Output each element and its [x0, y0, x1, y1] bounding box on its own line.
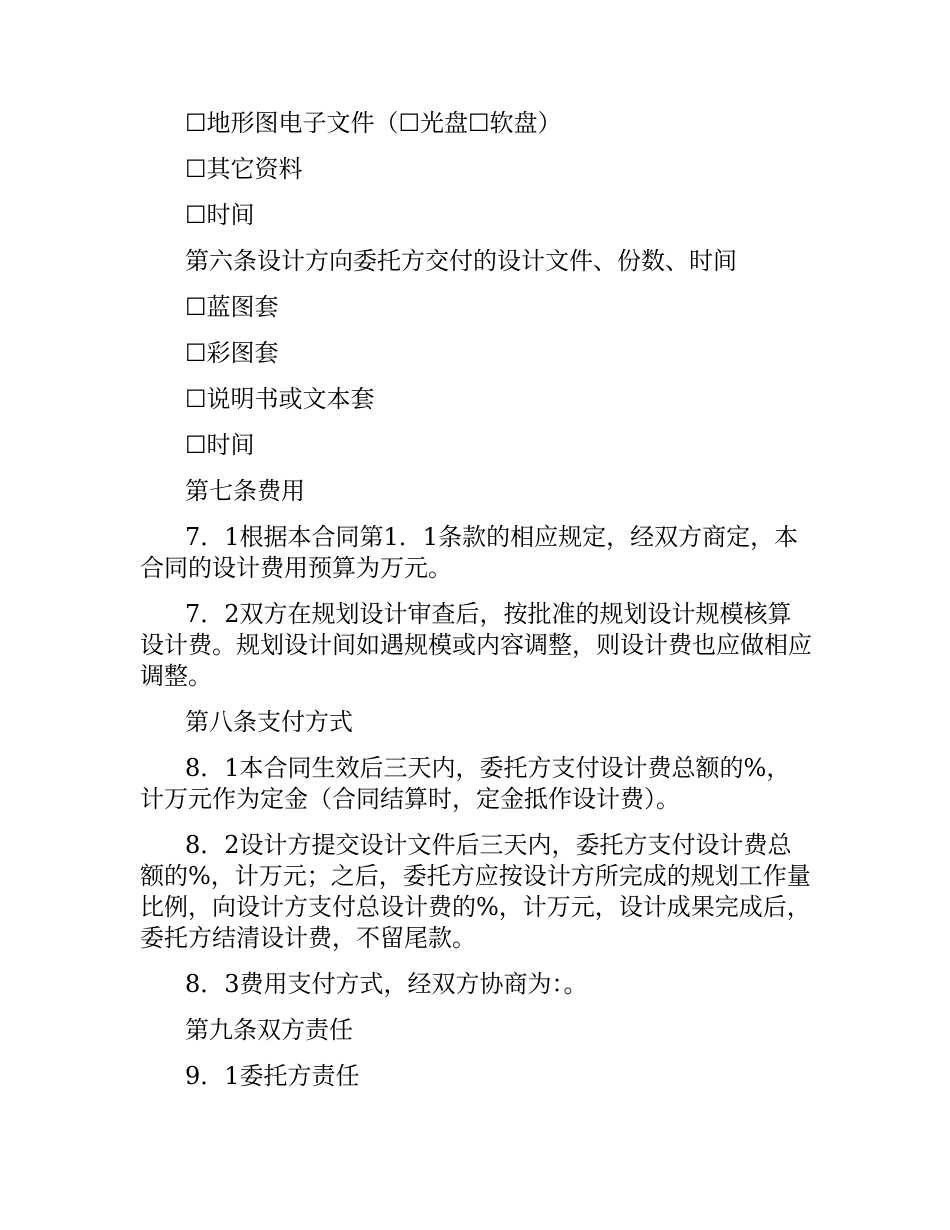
clause-9-1: 9．1委托方责任 [185, 1062, 360, 1090]
checkbox-item-manual: ☐说明书或文本套 [185, 385, 375, 413]
clause-7-1: 7．1根据本合同第1．1条款的相应规定，经双方商定，本合同的设计费用预算为万元。 [140, 523, 799, 582]
checkbox-item-topographic-file: ☐地形图电子文件（☐光盘☐软盘） [185, 109, 562, 137]
article-9-heading: 第九条双方责任 [185, 1016, 353, 1044]
article-7-heading: 第七条费用 [185, 477, 305, 505]
checkbox-item-time-2: ☐时间 [185, 431, 255, 459]
article-6-heading: 第六条设计方向委托方交付的设计文件、份数、时间 [185, 247, 737, 275]
document-body [140, 108, 812, 1107]
article-8-heading: 第八条支付方式 [185, 708, 353, 736]
checkbox-item-blueprint: ☐蓝图套 [185, 293, 279, 321]
clause-7-2: 7．2双方在规划设计审查后，按批准的规划设计规模核算设计费。规划设计间如遇规模或内容调整，则设计费也应做相应调整。 [140, 600, 812, 690]
checkbox-item-other-materials: ☐其它资料 [185, 155, 303, 183]
clause-8-2: 8．2设计方提交设计文件后三天内，委托方支付设计费总额的%，计万元；之后，委托方应按设计方所完成的规划工作量比例，向设计方支付总设计费的%，计万元，设计成果完成后，委托方结清设计费，不留尾款。 [140, 831, 811, 952]
checkbox-item-color-print: ☐彩图套 [185, 339, 279, 367]
checkbox-item-time: ☐时间 [185, 201, 255, 229]
clause-8-1: 8．1本合同生效后三天内，委托方支付设计费总额的%，计万元作为定金（合同结算时，定金抵作设计费）。 [140, 754, 791, 813]
clause-8-3: 8．3费用支付方式，经双方协商为：。 [185, 970, 588, 998]
